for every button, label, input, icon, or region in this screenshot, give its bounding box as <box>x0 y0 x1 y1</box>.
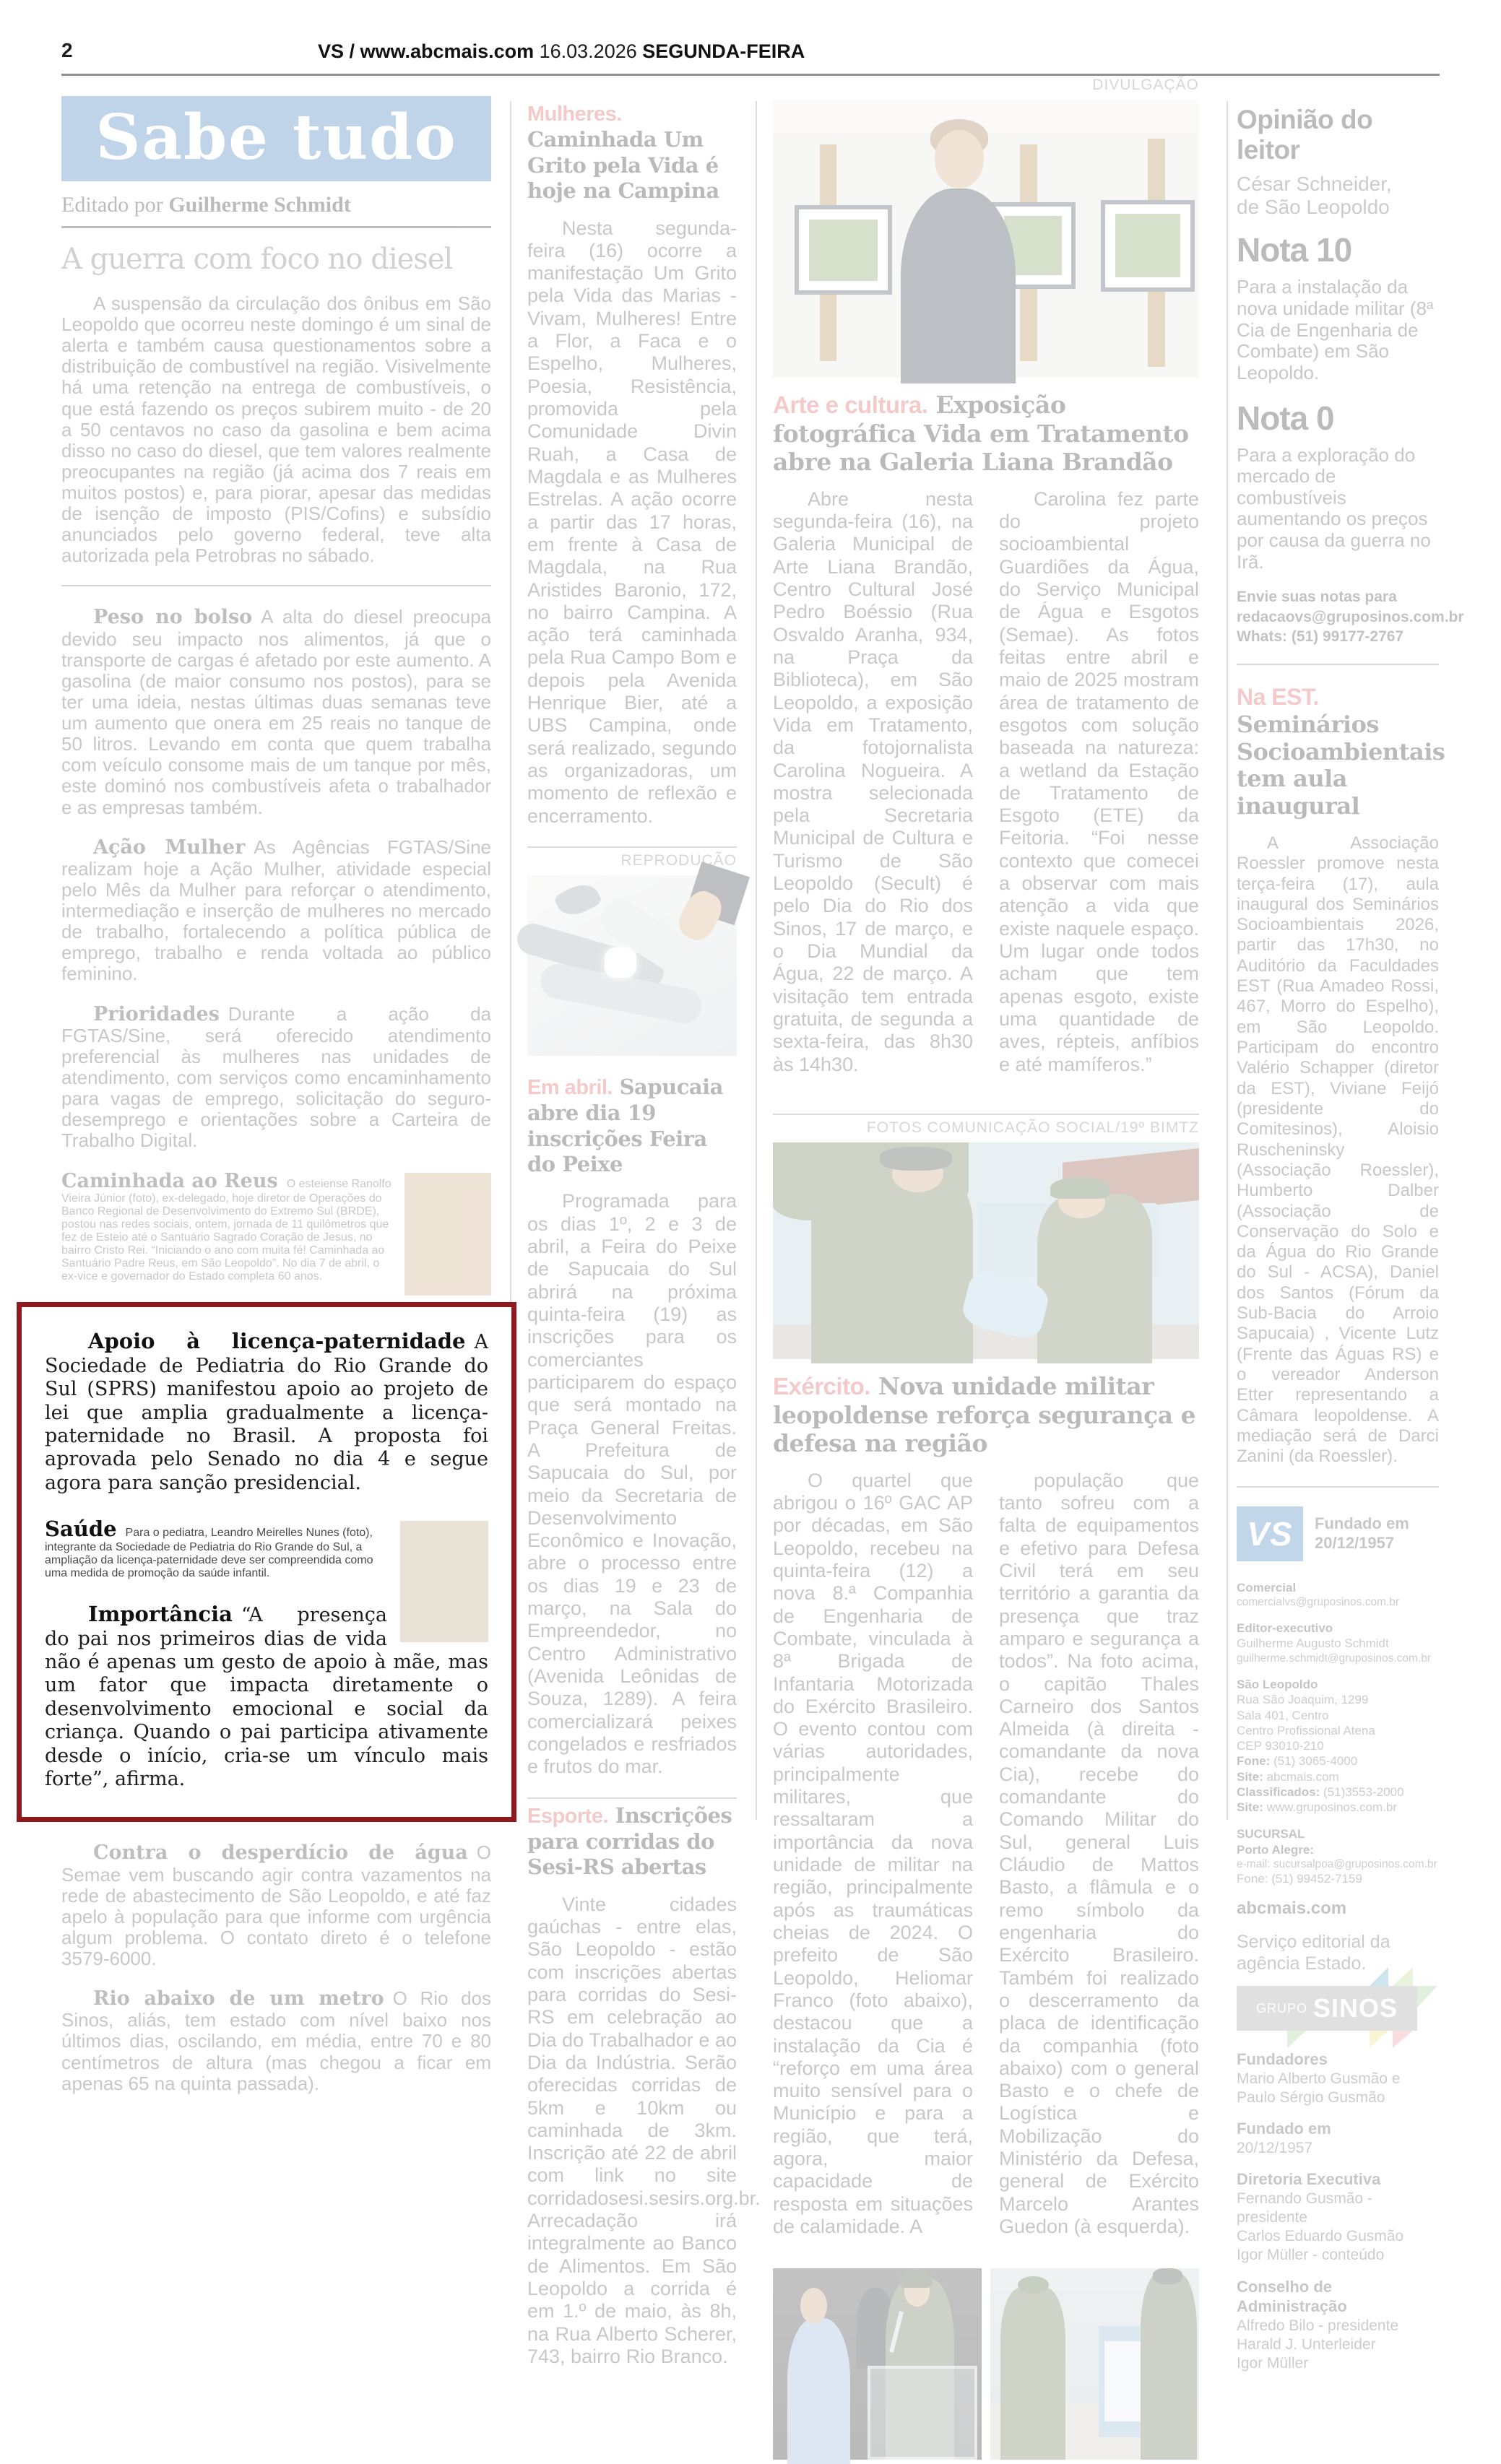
column-opinion-masthead <box>1237 105 1464 2385</box>
masthead-fundadores <box>1237 2049 1439 2107</box>
highlighted-article-paternity-leave <box>17 1302 516 1822</box>
article-columns <box>773 1470 1199 2257</box>
founded-text: Fundado em <box>1315 1514 1409 1533</box>
headline-text: Sapucaia abre dia 19 inscrições Feira do Peixe <box>527 1074 723 1177</box>
headline-text: Exposição fotográfica Vida em Tratamento abre na Galeria Liana Brandão <box>773 391 1189 477</box>
logo-triangle <box>1287 2031 1306 2048</box>
contact-value: (51)3553-2000 <box>1323 1784 1404 1799</box>
address-line: CEP 93010-210 <box>1237 1739 1324 1753</box>
contact-value: (51) 3065-4000 <box>1273 1754 1358 1769</box>
article-body: Vinte cidades gaúchas - entre elas, São Leopoldo - estão com inscrições abertas para corridas do Sesi-RS em celebração ao Dia do Trabalhador e ao Dia da Indústria. Serão oferecidas corridas de 5km e 10km ou caminhada de 3km. Inscrição até 22 de abril com link no site corridadosesi.sesirs.org.br. Arrecadação irá integralmente ao Banco de Alimentos. Em São Leopoldo a corrida é em 1.º de maio, às 8h, na Rua Alberto Scherer, 743, bairro Rio Branco. <box>527 1893 761 2367</box>
masthead-title: Diretoria Executiva <box>1237 2170 1381 2189</box>
photo-plaque-unveiling <box>990 2268 1199 2460</box>
founder-name: Paulo Sérgio Gusmão <box>1237 2089 1385 2107</box>
section-masthead: Sabe tudo <box>61 96 491 181</box>
masthead-title: Comercial <box>1237 1580 1297 1595</box>
rule <box>61 585 491 586</box>
masthead-title: São Leopoldo <box>1237 1678 1318 1692</box>
grupo-sinos-logo <box>1237 1986 1417 2031</box>
mayor-blue-suit <box>787 2318 850 2463</box>
headline-text: Inscrições para corridas do Sesi-RS abertas <box>527 1803 732 1880</box>
vs-logo: VS <box>1237 1506 1303 1561</box>
photo-credit: REPRODUÇÃO <box>620 851 737 869</box>
nota0-label: Nota 0 <box>1237 399 1334 437</box>
contact-line <box>1237 1769 1439 1784</box>
brief-text: A alta do diesel preocupa devido seu impacto nos alimentos, já que o transporte de cargas é afetado por este aumento. A gasolina (de maior consumo nos postos), para se ter uma ideia, nestas últimas duas semanas teve um aumento que onera em 25 reais no tanque de 50 litros. Levando em conta que quem trabalha com veículo consome mais de um tanque por mês, este dominó nos combustíveis afeta o trabalhador e as empresas também. <box>61 606 491 818</box>
rule <box>773 1114 1199 1115</box>
photo-military-ceremony <box>773 1142 1199 1359</box>
photo-credit: FOTOS COMUNICAÇÃO SOCIAL/19º BIMTZ <box>866 1119 1199 1136</box>
masthead-sucursal <box>1237 1826 1439 1886</box>
page-header <box>318 40 805 63</box>
page-number: 2 <box>61 39 73 61</box>
face <box>935 130 984 188</box>
captain-figure <box>1037 1194 1152 1363</box>
logo-triangle <box>1417 1986 1437 2008</box>
rule <box>1237 1486 1439 1488</box>
masthead-editor <box>1237 1621 1439 1665</box>
masthead-diretoria <box>1237 2169 1439 2265</box>
column-briefs <box>527 101 761 2387</box>
photo-gallery-exhibition <box>773 100 1199 378</box>
article-body: Abre nesta segunda-feira (16), na Galeria Municipal de Arte Liana Brandão, Centro Cultural José Pedro Boéssio (Rua Osvaldo Aranha, 934, na Praça da Biblioteca), em São Leopoldo, a exposição Vida em Tratamento, da fotojornalista Carolina Nogueira. A mostra selecionada pela Secretaria Municipal de Cultura e Turismo de São Leopoldo (Secult) é pelo Dia do Rio dos Sinos, 17 de março, e o Dia Mundial da Água, 22 de março. A visitação tem entrada gratuita, de segunda a sexta-feira, das 8h30 às 14h30. <box>773 487 973 1075</box>
opinion-cta <box>1237 587 1464 646</box>
sucursal-city: Porto Alegre: <box>1237 1842 1315 1857</box>
masthead-conselho <box>1237 2277 1439 2374</box>
framed-photo <box>795 205 893 295</box>
article-body: A Associação Roessler promove nesta terça-feira (17), aula inaugural dos Seminários Socioambientais 2026, partir das 17h30, no Auditório da Faculdades EST (Rua Amadeo Rossi, 467, Morro do Espelho), em São Leopoldo. Participam do encontro Valério Schapper (diretor da EST), Viviane Feijó (presidente do Comitesinos), Aloisio Ruscheninsky (Associação Roessler), Humberto Dalber (Associação de Conservação do Solo e da Água do Rio Grande do Sul - ACSA), Daniel dos Santos (Fórum da Sub-Bacia do Arroio Sapucaia) , Vicente Lutz (Frente das Águas RS) e o vereador Anderson Etter representando a Câmara leopoldense. A mediação será de Darci Zanini (da Roessler). <box>1237 833 1439 1467</box>
rule <box>527 1797 737 1799</box>
logo-text-grupo: GRUPO <box>1255 2000 1307 2016</box>
column-features <box>773 77 1199 2460</box>
contact-label: Site: <box>1237 1800 1263 1815</box>
founded-date: 20/12/1957 <box>1237 2139 1313 2156</box>
contact-line <box>1237 1800 1439 1815</box>
vs-logo-block <box>1237 1506 1439 1561</box>
cta-whatsapp: Whats: (51) 99177-2767 <box>1237 628 1404 645</box>
edited-prefix: Editado por <box>61 193 169 217</box>
brief-item <box>61 1842 491 1969</box>
headline-text: Caminhada Um Grito pela Vida é hoje na Campina <box>527 127 719 204</box>
nota10-text: Para a instalação da nova unidade militar (8ª Cia de Engenharia de Combate) em São Leopoldo. <box>1237 276 1434 383</box>
fish-tail <box>553 878 602 921</box>
founded-date: 20/12/1957 <box>1315 1533 1395 1552</box>
ice-chunk <box>605 947 636 979</box>
article-body: Nesta segunda-feira (16) ocorre a manifestação Um Grito pela Vida das Marias - Vivam, Mulheres! Entre a Flor, a Faca e o Espelho, Mulheres, Poesia, Resistência, promovida pela Comunidade Divin Ruah, a Casa de Magdala e as Mulheres Estrelas. A ação ocorre a partir das 17 horas, em frente à Casa de Magdala, na Rua Aristides Baronio, 172, no bairro Campina. A ação terá caminhada pela Rua Campo Bom e depois pela Avenida Henrique Bier, até a UBS Campina, onde será realizado, segundo as organizadoras, um momento de reflexão e encerramento. <box>527 217 737 827</box>
board-member: Igor Müller <box>1237 2355 1309 2372</box>
brief-text: O esteiense Ranolfo Vieira Júnior (foto), ex-delegado, hoje diretor de Operações do Banco Regional de Desenvolvimento do Extremo Sul (BRDE), postou nas redes sociais, ontem, jornada de 11 quilômetros que fez de Esteio até o Santuário Sagrado Coração de Jesus, no bairro Cristo Rei. “Iniciando o ano com muita fé! Caminhada ao Santuário Padre Reus, em São Leopoldo”. No dia 7 de abril, o ex-vice e governador do Estado completa 60 anos. <box>61 1178 392 1283</box>
brief-text: Durante a ação da FGTAS/Sine, será oferecido atendimento preferencial às mulheres nas unidades de atendimento, com serviços como encaminhamento para vagas de emprego, solicitação do seguro-desemprego e orientações sobre a Carteira de Trabalho Digital. <box>61 1002 491 1152</box>
kicker: Na EST. <box>1237 684 1319 711</box>
framed-photo <box>1101 200 1195 292</box>
article-headline <box>773 1372 1199 1458</box>
article-headline <box>773 391 1199 477</box>
article-headline <box>527 1803 737 1880</box>
contact-label: Classificados: <box>1237 1784 1320 1799</box>
brief-item <box>61 607 491 817</box>
article-column-left <box>773 488 973 1095</box>
contact-value: abcmais.com <box>1266 1769 1339 1784</box>
cta-email: redacaovs@gruposinos.com.br <box>1237 608 1464 625</box>
masthead-email: comercialvs@gruposinos.com.br <box>1237 1595 1400 1608</box>
article-headline <box>1237 684 1445 820</box>
director-name: Carlos Eduardo Gusmão <box>1237 2228 1404 2245</box>
column-divider <box>1227 101 1228 1820</box>
opinion-author <box>1237 173 1439 219</box>
highlight-text: Para o pediatra, Leandro Meirelles Nunes (foto), integrante da Sociedade de Pediatria do Rio Grande do Sul, a ampliação da licença-paternidade deve ser compreendida como uma medida de promoção da saúde infantil. <box>45 1527 373 1580</box>
header-brand: VS / www.abcmais.com <box>318 40 535 62</box>
header-date: 16.03.2026 <box>534 40 643 62</box>
photo-leandro-meirelles-nunes <box>400 1521 488 1642</box>
general-figure <box>811 1164 973 1363</box>
military-cap <box>880 1147 952 1171</box>
masthead-email: e-mail: sucursalpoa@gruposinos.com.br <box>1237 1857 1437 1870</box>
address-line: Sala 401, Centro <box>1237 1708 1329 1722</box>
masthead-title: Fundadores <box>1237 2050 1328 2069</box>
photo-credit: DIVULGAÇÃO <box>1092 77 1199 93</box>
headline-text: Seminários Socioambientais tem aula inaugural <box>1237 710 1445 820</box>
highlight-text: A Sociedade de Pediatria do Rio Grande do Sul (SPRS) manifestou apoio ao projeto de lei que amplia gradualmente a licença-paternidade no Brasil. A proposta foi aprovada pelo Senado no dia 4 e segue agora para sanção presidencial. <box>45 1331 488 1494</box>
highlight-head: Importância <box>88 1602 233 1627</box>
article-body: Programada para os dias 1º, 2 e 3 de abril, a Feira do Peixe de Sapucaia do Sul abrirá na próxima quinta-feira (19) as inscrições para os comerciantes participarem do espaço que será montado na Praça General Freitas. A Prefeitura de Sapucaia do Sul, por meio da Secretaria de Desenvolvimento Econômico e Inovação, abre o processo entre os dias 19 e 23 de março, na Sala do Empreendedor, no Centro Administrativo (Avenida Leônidas de Souza, 1289). A feira comercializará peixes congelados e resfriados e frutos do mar. <box>527 1190 737 1778</box>
edited-by-line <box>61 193 491 217</box>
photo-mayor-and-podium <box>773 2268 982 2460</box>
brief-text: O Rio dos Sinos, aliás, tem estado com nível baixo nos últimos dias, oscilando, em média, entre 70 e 80 centímetros de altura (mas chegou a ficar em apenas 65 na quinta passada). <box>61 1987 491 2094</box>
article-headline <box>527 1075 737 1178</box>
article-headline <box>527 101 737 204</box>
logo-triangle <box>1393 2031 1413 2048</box>
article-column-right <box>999 1470 1199 2257</box>
highlight-head: Saúde <box>45 1517 117 1542</box>
photo-frozen-fish <box>527 875 737 1056</box>
brief-head: Prioridades <box>93 1002 220 1025</box>
founded-label <box>1315 1514 1409 1553</box>
lead-body: A suspensão da circulação dos ônibus em São Leopoldo que ocorreu neste domingo é um sinal de alerta e também causa questionamentos sobre a distribuição de combustível na região. Visivelmente há uma retenção na entrega de combustíveis, o que está fazendo os preços subirem muito - de 20 a 50 centavos no caso da gasolina e bem acima disso no caso do diesel, que tem valores realmente preocupantes na região (já acima dos 7 reais em muitos postos) e, para piorar, apesar das medidas de isenção de imposto (PIS/Cofins) e subsídio anunciados pelo governo federal, teve alta autorizada pela Petrobras no sábado. <box>61 292 491 567</box>
rule <box>1237 664 1439 665</box>
logo-triangle <box>1370 1967 1388 1986</box>
author-name: César Schneider, <box>1237 173 1392 195</box>
face <box>800 2288 828 2324</box>
logo-triangle <box>1393 1967 1413 1986</box>
masthead-title: SUCURSAL <box>1237 1827 1305 1842</box>
artwork <box>809 220 877 281</box>
cta-line: Envie suas notas para <box>1237 589 1397 606</box>
brief-head: Rio abaixo de um metro <box>93 1987 384 2010</box>
brief-item <box>61 837 491 985</box>
contact-line <box>1237 1784 1439 1800</box>
masthead-site <box>1237 1898 1439 1919</box>
contact-line <box>1237 1753 1439 1769</box>
address-line: Centro Profissional Atena <box>1237 1723 1375 1738</box>
contact-label: Site: <box>1237 1769 1263 1784</box>
article-columns <box>773 488 1199 1095</box>
director-name: Fernando Gusmão - presidente <box>1237 2190 1372 2226</box>
highlight-head: Apoio à licença-paternidade <box>88 1329 466 1354</box>
address-line: Rua São Joaquim, 1299 <box>1237 1693 1369 1707</box>
highlight-item <box>45 1329 488 1495</box>
brief-head: Caminhada ao Reus <box>61 1170 278 1193</box>
highlight-text: “A presença do pai nos primeiros dias de vida não é apenas um gesto de apoio à mãe, mas um fator que impacta diretamente o desenvolvimento emocional e social da criança. Quando o pai participa ativamente desde o início, cria-se um vínculo mais forte”, afirma. <box>45 1604 488 1790</box>
header-day: SEGUNDA-FEIRA <box>642 40 805 62</box>
logo-triangle <box>1370 2031 1388 2048</box>
column-sabe-tudo <box>45 96 491 2113</box>
brief-head: Contra o desperdício de água <box>93 1842 468 1865</box>
brief-head: Ação Mulher <box>93 836 246 859</box>
masthead-title: Conselho de Administração <box>1237 2277 1347 2316</box>
brief-text: As Agências FGTAS/Sine realizam hoje a Ação Mulher, atividade especial pelo Mês da Mulher para reforçar o atendimento, intermediação e inserção de mulheres no mercado de trabalho, fortalecendo a política pública de emprego, trabalho e renda voltada ao público feminino. <box>61 836 491 985</box>
masthead-title: Fundado em <box>1237 2120 1331 2138</box>
header-rule <box>61 74 1440 76</box>
kicker: Mulheres. <box>527 103 622 126</box>
article-body: população que tanto sofreu com a falta de equipamentos e efetivo para Defesa Civil terá em seu território a garantia da presença que traz amparo e segurança a todos”. Na foto acima, o capitão Thales Carneiro dos Santos Almeida (à direita - comandante da nova Cia), recebe do comandante do Comando Militar do Sul, general Luis Cláudio de Mattos Basto, a flâmula e o remo símbolo da engenharia do Exército Brasileiro. Também foi realizado o descerramento da placa de identificação da companhia (foto abaixo) com o general Basto e o chefe de Logística e Mobilização do Ministério da Defesa, general de Exército Marcelo Arantes Guedon (à esquerda). <box>999 1469 1199 2237</box>
article-body: O quartel que abrigou o 16º GAC AP por décadas, em São Leopoldo, recebeu na quinta-feira (12) a nova 8.ª Companhia de Engenharia de Combate, vinculada à 8ª Brigada de Infantaria Motorizada do Exército Brasileiro. O evento contou com várias autoridades, principalmente militares, que ressaltaram a importância da nova unidade de militar na região, principalmente após as traumáticas cheias de 2024. O prefeito de São Leopoldo, Heliomar Franco (foto abaixo), destacou que a instalação da Cia é “reforço em uma área muito sensível para o Município e para a região, que terá, agora, maior capacidade de resposta em situações de calamidade. A <box>773 1469 973 2237</box>
masthead-title: Editor-executivo <box>1237 1621 1333 1636</box>
ceiling <box>773 100 1199 133</box>
brief-item <box>61 1004 491 1152</box>
lead-headline: A guerra com foco no diesel <box>61 243 453 276</box>
agency-note: Serviço editorial da agência Estado. <box>1237 1932 1390 1974</box>
rule <box>61 226 491 228</box>
site-line: abcmais.com <box>1237 1899 1347 1919</box>
board-member: Harald J. Unterleider <box>1237 2335 1376 2353</box>
director-name: Igor Müller - conteúdo <box>1237 2247 1385 2264</box>
military-cap <box>1153 2268 1182 2283</box>
kicker: Exército. <box>773 1372 870 1400</box>
photo-row <box>773 2268 1199 2460</box>
board-member: Alfredo Bilo - presidente <box>1237 2317 1399 2334</box>
acrylic-podium <box>868 2366 978 2460</box>
nota10-label: Nota 10 <box>1237 231 1352 269</box>
beret <box>1050 1177 1110 1199</box>
article-column-left <box>773 1470 973 2257</box>
brief-head: Peso no bolso <box>93 606 253 629</box>
brief-text: O Semae vem buscando agir contra vazamentos na rede de abastecimento de São Leopoldo, e até faz apelo à população para que informe com urgência algum problema. O contato direto é o telefone 3579-6000. <box>61 1842 491 1969</box>
soldier-figure <box>1000 2288 1065 2460</box>
contact-line: Fone: (51) 99452-7159 <box>1237 1872 1362 1886</box>
plaque <box>1104 2341 1141 2421</box>
article-column-right <box>999 488 1199 1095</box>
headline-text: Nova unidade militar leopoldense reforça segurança e defesa na região <box>773 1371 1196 1458</box>
rule <box>527 846 737 848</box>
brief-item <box>61 1988 491 2094</box>
nota0-text: Para a exploração do mercado de combustíveis aumentando os preços por causa da guerra no Irã. <box>1237 443 1431 573</box>
photographer-jacket <box>901 188 1016 383</box>
logo-text-sinos: SINOS <box>1312 1993 1398 2023</box>
article-body: Carolina fez parte do projeto socioambiental Guardiões da Água, do Serviço Municipal de Água e Esgotos (Semae). As fotos feitas entre abril e maio de 2025 mostram área de tratamento de esgotos com solução baseada na natureza: a wetland da Estação de Tratamento de Esgoto (ETE) da Feitoria. “Foi nesse contexto que comecei a observar com mais atenção a vida que existe naquele espaço. Um lugar onde todos acham que tem apenas esgoto, existe uma quantidade de aves, répteis, anfíbios e até mamíferos.” <box>999 487 1199 1075</box>
beret <box>1018 2276 1049 2294</box>
masthead-fundado <box>1237 2119 1439 2158</box>
opinion-title: Opinião do leitor <box>1237 105 1373 165</box>
plaque-stand <box>1099 2326 1146 2437</box>
masthead-sao-leopoldo <box>1237 1677 1439 1815</box>
editor-name: Guilherme Schmidt <box>168 193 351 217</box>
photo-ranolfo-portrait <box>405 1173 491 1296</box>
editor-name: Guilherme Augusto Schmidt <box>1237 1636 1389 1651</box>
masthead-comercial <box>1237 1580 1439 1610</box>
kicker: Esporte. <box>527 1804 609 1828</box>
contact-label: Fone: <box>1237 1754 1271 1769</box>
author-city: de São Leopoldo <box>1237 196 1390 219</box>
contact-value: www.gruposinos.com.br <box>1266 1800 1398 1815</box>
kicker: Arte e cultura. <box>773 391 928 418</box>
founder-name: Mario Alberto Gusmão e <box>1237 2070 1401 2087</box>
soldier-figure <box>1141 2274 1197 2460</box>
masthead-email: guilherme.schmidt@gruposinos.com.br <box>1237 1652 1432 1665</box>
column-divider <box>756 101 757 1820</box>
artwork <box>1115 214 1180 277</box>
kicker: Em abril. <box>527 1075 613 1099</box>
beret <box>900 2268 931 2288</box>
